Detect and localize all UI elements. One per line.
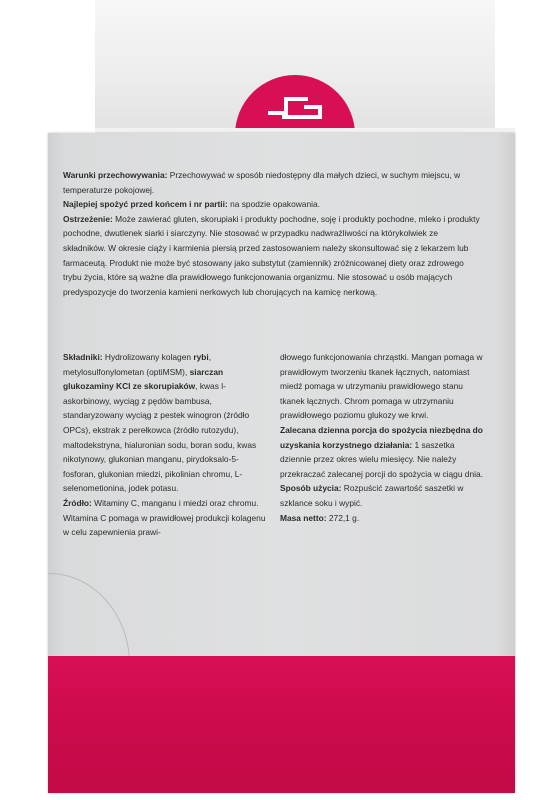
source-paragraph: [63, 496, 268, 540]
usage-column: [280, 350, 485, 525]
source-text: Witaminy C, manganu i miedzi oraz chromu. Witamina C pomaga w prawidłowej produkcji kolagenu w celu zapewnienia prawi-: [63, 497, 266, 538]
best-before-paragraph: [63, 197, 483, 212]
storage-label: Warunki przechowywania:: [63, 170, 168, 180]
ingredients-label: Składniki:: [63, 352, 103, 362]
box-lid: [95, 0, 495, 133]
warning-label: Ostrzeżenie:: [63, 213, 113, 224]
source-label: Źródło:: [63, 497, 92, 508]
storage-paragraph: [63, 168, 483, 197]
ingredients-allergen-fish: rybi: [193, 352, 209, 362]
box-accent-band: [48, 656, 515, 793]
net-weight-text: 272,1 g.: [326, 512, 360, 523]
dose-paragraph: [280, 423, 485, 481]
ingredients-text-3: , kwas l-askorbinowy, wyciąg z pędów bambusa, standaryzowany wyciąg z pestek winogron (źródło OPCs), ekstrak z perełkowca (źródło rutozydu), maltodekstryna, hialuronian sodu, boran sodu, kwas nikotynowy, glukonian manganu, pirydoksalo-5-fosforan, glukonian miedzi, pikolinian chromu, L-selenometionina, jodek potasu.: [63, 381, 257, 494]
ingredients-text-1: Hydrolizowany kolagen: [102, 352, 194, 362]
storage-text: Przechowywać w sposób niedostępny dla małych dzieci, w suchym miejscu, w temperaturze pokojowej.: [63, 170, 461, 195]
usage-label: Sposób użycia:: [280, 483, 342, 494]
ingredients-paragraph: [63, 350, 268, 496]
dose-text: 1 saszetka dziennie przez okres wielu miesięcy. Nie należy przekraczać zalecanej porcji do spożycia w ciągu dnia.: [280, 439, 483, 479]
best-before-text: na spodzie opakowania.: [227, 199, 320, 210]
top-info-block: [63, 168, 483, 299]
health-claims-paragraph: dłowego funkcjonowania chrząstki. Mangan pomaga w prawidłowym tworzeniu tkanek łącznych, natomiast miedź pomaga w utrzymaniu prawidłowego stanu tkanek łącznych. Chrom pomaga w utrzymaniu prawidłowego poziomu glukozy we krwi.: [280, 352, 483, 421]
ingredients-allergen-glucosamine: siarczan glukozaminy KCl ze skorupiaków: [63, 366, 224, 392]
s-logo-icon: [230, 75, 360, 133]
usage-text: Rozpuścić zawartość saszetki w szklance soku i wypić.: [280, 483, 464, 508]
net-weight-label: Masa netto:: [280, 512, 327, 523]
usage-paragraph: [280, 481, 485, 510]
ingredients-text-2: , metylosulfonylometan (optiMSM),: [63, 352, 212, 377]
best-before-label: Najlepiej spożyć przed końcem i nr partii:: [63, 199, 228, 210]
dose-label: Zalecana dzienna porcja do spożycia niezbędna do uzyskania korzystnego działania:: [280, 424, 483, 450]
ingredients-column: [63, 350, 268, 540]
warning-text: Może zawierać gluten, skorupiaki i produkty pochodne, soję i produkty pochodne, mleko i produkty pochodne, dwutlenek siarki i siarczyny. Nie stosować w przypadku nadwrażliwości na którykolwiek ze składników. W okresie ciąży i karmienia piersią przed zastosowaniem należy skonsultować się z lekarzem lub farmaceutą. Produkt nie może być stosowany jako substytut (zamiennik) zróżnicowanej diety oraz zdrowego trybu życia, które są ważne dla prawidłowego funkcjonowania organizmu. Nie stosować u osób mających predyspozycje do tworzenia kamieni nerkowych lub chorujących na kamicę nerkową.: [63, 213, 480, 297]
net-weight-paragraph: [280, 511, 485, 526]
warning-paragraph: [63, 212, 483, 300]
